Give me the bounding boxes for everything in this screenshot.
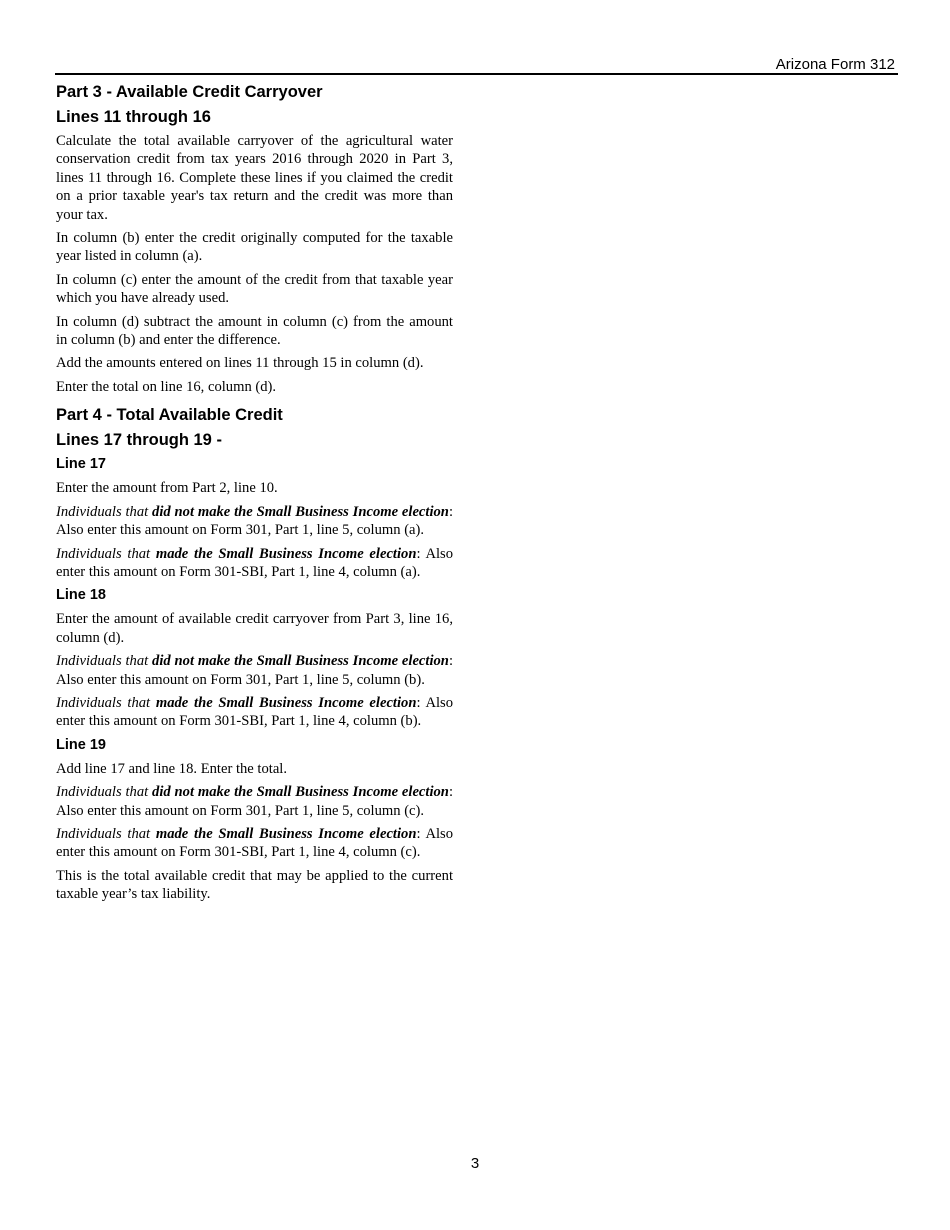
note-emphasis: did not make the Small Business Income election <box>152 503 449 520</box>
line-19-intro: Add line 17 and line 18. Enter the total. <box>56 760 288 777</box>
note-prefix: Individuals that <box>56 784 153 801</box>
note-emphasis: did not make the Small Business Income election <box>152 784 449 801</box>
line-19-sbi-note <box>56 825 453 862</box>
line-17-sbi-note <box>56 545 453 582</box>
note-prefix: Individuals that <box>56 694 156 711</box>
line-18-no-sbi-note <box>56 652 453 689</box>
page-number: 3 <box>470 1155 480 1172</box>
line-19-no-sbi-note <box>56 783 453 820</box>
line-18-sbi-note <box>56 694 453 731</box>
note-emphasis: did not make the Small Business Income election <box>152 653 449 670</box>
note-text: : Also enter this amount on Form 301, Part 1, line 5, column (c). <box>56 784 453 819</box>
line-18-intro: Enter the amount of available credit carryover from Part 3, line 16, column (d). <box>56 611 453 646</box>
line-19-heading: Line 19 <box>56 736 106 753</box>
note-emphasis: made the Small Business Income election <box>155 545 417 562</box>
part3-title: Part 3 - Available Credit Carryover <box>56 83 323 101</box>
closing-paragraph: This is the total available credit that may be applied to the current taxable year’s tax liability. <box>56 867 453 903</box>
line-17-no-sbi-note <box>56 503 453 540</box>
note-prefix: Individuals that <box>56 545 156 562</box>
part3-paragraph: In column (c) enter the amount of the credit from that taxable year which you have already used. <box>56 271 453 307</box>
part3-paragraph: In column (b) enter the credit originally computed for the taxable year listed in column (a). <box>56 230 453 265</box>
part4-subtitle: Lines 17 through 19 - <box>56 431 222 450</box>
note-emphasis: made the Small Business Income election <box>155 694 417 711</box>
form-name-header: Arizona Form 312 <box>775 56 895 73</box>
part4-title: Part 4 - Total Available Credit <box>56 406 283 425</box>
note-text: : Also enter this amount on Form 301-SBI, Part 1, line 4, column (c). <box>56 825 454 861</box>
part3-paragraph: In column (d) subtract the amount in column (c) from the amount in column (b) and enter the difference. <box>56 313 453 349</box>
part3-paragraph: Calculate the total available carryover of the agricultural water conservation credit from tax years 2016 through 2020 in Part 3, lines 11 through 16. Complete these lines if you claimed the credit on a prior taxable year's tax return and the credit was more than your tax. <box>56 133 453 223</box>
instructions-column <box>56 82 453 909</box>
note-text: : Also enter this amount on Form 301, Part 1, line 5, column (a). <box>56 503 453 539</box>
header-rule <box>55 73 898 75</box>
note-text: : Also enter this amount on Form 301-SBI, Part 1, line 4, column (a). <box>56 545 454 580</box>
line-17-intro: Enter the amount from Part 2, line 10. <box>56 480 278 497</box>
part3-paragraph: Add the amounts entered on lines 11 through 15 in column (d). <box>56 355 424 372</box>
part3-subtitle: Lines 11 through 16 <box>56 108 211 126</box>
note-text: : Also enter this amount on Form 301, Part 1, line 5, column (b). <box>56 653 453 688</box>
note-prefix: Individuals that <box>56 653 153 670</box>
line-18-heading: Line 18 <box>56 587 106 604</box>
line-17-heading: Line 17 <box>56 456 106 473</box>
note-prefix: Individuals that <box>56 825 156 842</box>
note-emphasis: made the Small Business Income election <box>155 825 417 842</box>
part3-paragraph: Enter the total on line 16, column (d). <box>56 378 277 395</box>
note-prefix: Individuals that <box>56 503 153 520</box>
note-text: : Also enter this amount on Form 301-SBI, Part 1, line 4, column (b). <box>56 694 454 730</box>
